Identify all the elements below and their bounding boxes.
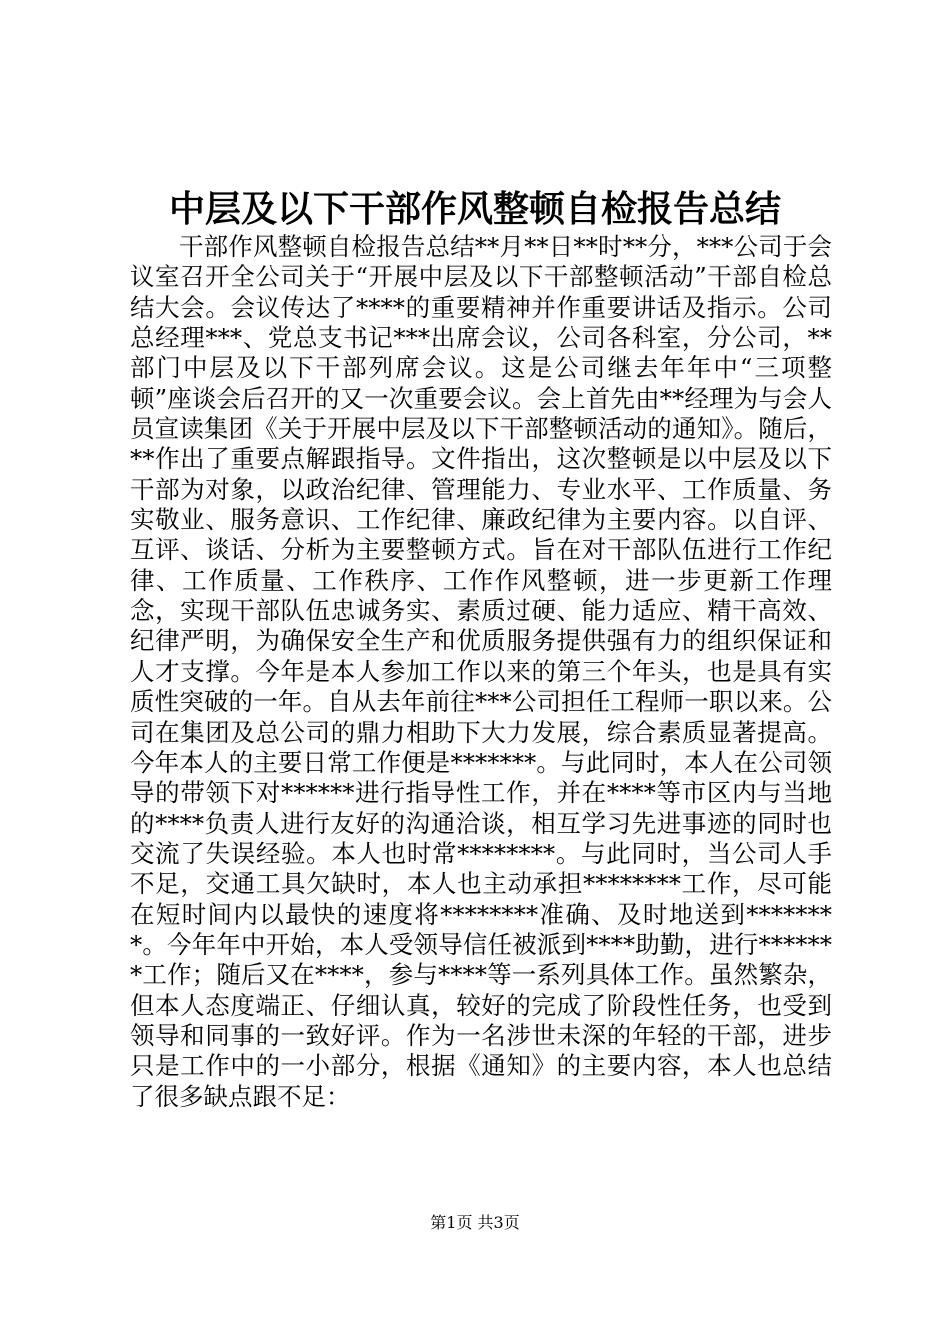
body-paragraph: 干部作风整顿自检报告总结**月**日**时**分，***公司于会议室召开全公司关于“开展中层及以下干部整顿活动”干部自检总结大会。会议传达了****的重要精神并作重要讲话及指示。公司总经理***、党总支书记***出席会议，公司各科室，分公司，**部门中层及以下干部列席会议。这是公司继去年年中“三项整顿”座谈会后召开的又一次重要会议。会上首先由**经理为与会人员宣读集团《关于开展中层及以下干部整顿活动的通知》。随后，**作出了重要点解跟指导。文件指出，这次整顿是以中层及以下干部为对象，以政治纪律、管理能力、专业水平、工作质量、务实敬业、服务意识、工作纪律、廉政纪律为主要内容。以自评、互评、谈话、分析为主要整顿方式。旨在对干部队伍进行工作纪律、工作质量、工作秩序、工作作风整顿，进一步更新工作理念，实现干部队伍忠诚务实、素质过硬、能力适应、精干高效、纪律严明，为确保安全生产和优质服务提供强有力的组织保证和人才支撑。今年是本人参加工作以来的第三个年头，也是具有实质性突破的一年。自从去年前往***公司担任工程师一职以来。公司在集团及总公司的鼎力相助下大力发展，综合素质显著提高。今年本人的主要日常工作便是*******。与此同时，本人在公司领导的带领下对******进行指导性工作，并在****等市区内与当地的****负责人进行友好的沟通洽谈，相互学习先进事迹的同时也交流了失误经验。本人也时常********。与此同时，当公司人手不足，交通工具欠缺时，本人也主动承担********工作，尽可能在短时间内以最快的速度将********准确、及时地送到********。今年年中开始，本人受领导信任被派到****助勤，进行*******工作；随后又在****，参与****等一系列具体工作。虽然繁杂，但本人态度端正、仔细认真，较好的完成了阶段性任务，也受到领导和同事的一致好评。作为一名涉世未深的年轻的干部，进步只是工作中的一小部分，根据《通知》的主要内容，本人也总结了很多缺点跟不足： bbox=[130, 232, 832, 1111]
page-footer: 第1页 共3页 bbox=[430, 1213, 520, 1232]
document-title: 中层及以下干部作风整顿自检报告总结 bbox=[168, 188, 781, 230]
